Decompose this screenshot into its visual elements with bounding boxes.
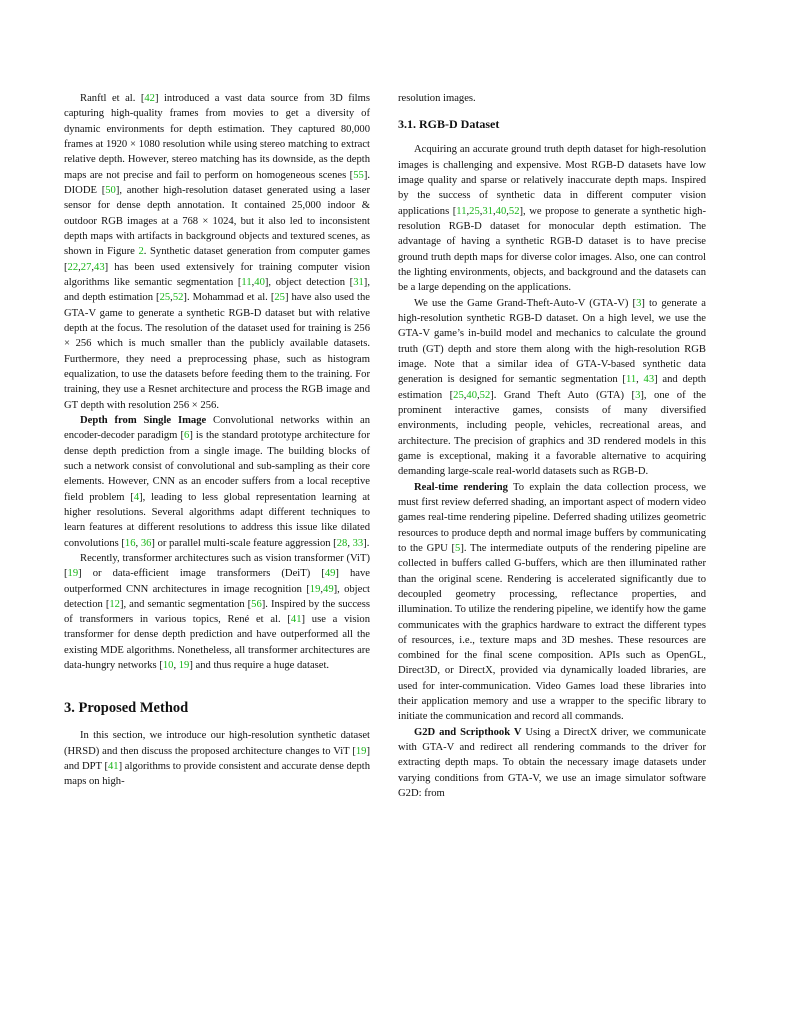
paragraph-depth-from-single-image: Depth from Single Image Convolutional networks within an encoder-decoder paradigm [6] is the standard prototype architecture for dense depth prediction from a single image. The building blocks of such a network consist of convolutional and sub-sampling as their core elements. However, CNN as an encoder suffers from a local receptive field problem [4], leading to less global representation learning at higher resolutions. Several algorithms adapt different techniques to learn features at different resolutions to address this issue like dilated convolutions [16, 36] or parallel multi-scale feature aggression [28, 33]. [64,414,371,549]
citation-link[interactable]: 3 [636,297,642,309]
citation-link[interactable]: 16 [124,537,136,549]
citation-link[interactable]: 41 [108,761,119,773]
left-column [64,91,370,790]
citation-link[interactable]: 11 [456,205,467,217]
citation-link[interactable]: 2 [138,246,144,258]
section-title-proposed-method: 3. Proposed Method [64,700,189,717]
citation-link[interactable]: 49 [324,568,336,580]
citation-link[interactable]: 6 [184,430,190,442]
citation-link[interactable]: 31 [353,276,364,288]
citation-link[interactable]: 52 [479,389,491,401]
citation-link[interactable]: 56 [251,598,262,610]
citation-link[interactable]: 3 [635,389,641,401]
citation-link[interactable]: 43 [94,261,105,273]
citation-link[interactable]: 43 [643,374,655,386]
paragraph-run-in-heading: G2D and Scripthook V [414,726,522,738]
citation-link[interactable]: 40 [254,276,265,288]
citation-link[interactable]: 40 [466,389,477,401]
citation-link[interactable]: 25 [274,292,285,304]
paragraph-transformers: Recently, transformer architectures such as vision transformer (ViT) [19] or data-efficient image transformers (DeiT) [49] have outperformed CNN architectures in image recognition [19,49], object detection [12], and semantic segmentation [56]. Inspired by the success of transformers in various topics, René et al. [41] use a vision transformer for dense depth prediction and have outperformed all the existing MDE algorithms. Nonetheless, all transformer architectures are data-hungry networks [10, 19] and thus require a huge dataset. [64,552,370,672]
paragraph-related-datasets: Ranftl et al. [42] introduced a vast data source from 3D films capturing high-quality frames from movies to get a diversity of dynamic environments for depth estimation. They captured 80,000 frames at 1920 × 1080 resolution while using stereo matching to extract relative depth. However, stereo matching has its downside, as the depth maps are not precise and fail to perform on homogeneous scenes [55]. DIODE [50], another high-resolution dataset generated using a laser sensor for dense depth annotation. It contained 25,000 indoor & outdoor RGB images at a 768 × 1024, but it also led to inconsistent depth maps with artifacts in background objects and textured scenes, as shown in Figure 2. Synthetic dataset generation from computer games [22,27,43] has been used extensively for training computer vision algorithms like semantic segmentation [11,40], object detection [31], and depth estimation [25,52]. Mohammad et al. [25] have also used the GTA-V game to generate a synthetic RGB-D dataset but with relative depth at the focus. The resolution of the dataset used for training is 256 × 256 which is much smaller than the publicly available datasets. Furthermore, they need a preprocessing phase, such as histogram equalization, to use the datasets before feeding them to the training. For training, they use a Resnet architecture and process the RGB image and GT depth with resolution 256 × 256. [64,93,370,411]
citation-link[interactable]: 25 [453,389,464,401]
paragraph-continuation: resolution images. [398,93,476,104]
citation-link[interactable]: 22 [67,261,79,273]
paragraph-run-in-heading: Depth from Single Image [80,414,207,426]
citation-link[interactable]: 40 [495,205,507,217]
citation-link[interactable]: 55 [353,169,364,181]
citation-link[interactable]: 19 [67,568,79,580]
citation-link[interactable]: 36 [140,537,152,549]
citation-link[interactable]: 31 [482,205,493,217]
citation-link[interactable]: 11 [241,276,252,288]
citation-link[interactable]: 4 [133,491,140,503]
citation-link[interactable]: 25 [469,205,480,217]
subsection-title-rgbd-dataset: 3.1. RGB-D Dataset [398,117,500,132]
citation-link[interactable]: 52 [172,292,184,304]
paragraph-gta-v: We use the Game Grand-Theft-Auto-V (GTA-V) [3] to generate a high-resolution synthetic RGB-D dataset. On a high level, we use the GTA-V game’s in-build model and mechanics to calculate the ground truth (GT) depth and store them along with the high-resolution RGB image. Note that a similar idea of GTA-V-based synthetic data generation is designed for semantic segmentation [11, 43] and depth estimation [25,40,52]. Grand Theft Auto (GTA) [3], one of the prominent interactive games, consists of many diversified environments, including people, vehicles, recreational areas, and architecture. The precision of graphics and 3D rendered models in this game is exceptional, making it a favorable alternative to acquiring demanding large-scale real-world datasets such as RGB-D. [398,297,707,478]
paragraph-g2d-scripthook: G2D and Scripthook V Using a DirectX driver, we communicate with GTA-V and redirect all rendering commands to the driver for extracting depth maps. To obtain the necessary image datasets under varying conditions from GTA-V, we use an image simulator software G2D: from [398,726,706,800]
citation-link[interactable]: 19 [178,660,190,672]
citation-link[interactable]: 27 [80,261,92,273]
paragraph-section-intro: In this section, we introduce our high-resolution synthetic dataset (HRSD) and then discuss the proposed architecture changes to ViT [19] and DPT [41] algorithms to provide consistent and accurate dense depth maps on high- [64,730,370,788]
citation-link[interactable]: 50 [105,184,116,196]
right-column [398,91,706,801]
citation-link[interactable]: 49 [323,583,334,595]
citation-link[interactable]: 25 [159,292,171,304]
citation-link[interactable]: 5 [455,542,461,554]
citation-link[interactable]: 10 [162,660,174,672]
citation-link[interactable]: 19 [309,583,321,595]
paragraph-run-in-heading: Real-time rendering [414,481,508,493]
paragraph-rgbd-motivation: Acquiring an accurate ground truth depth dataset for high-resolution images is challenging and expensive. Most RGB-D datasets have low image quality and sparse or relatively inaccurate depth maps. Inspired by the success of synthetic data in different computer vision applications [11,25,31,40,52], we propose to generate a synthetic high-resolution RGB-D dataset for monocular depth estimation. The advantage of having a synthetic RGB-D dataset is to have precise ground truth depth maps for diverse color images. Also, one can control the lighting environments, objects, and background and the datasets can be a large depending on the applications. [398,144,706,294]
citation-link[interactable]: 42 [144,93,155,104]
citation-link[interactable]: 11 [625,374,637,386]
citation-link[interactable]: 12 [109,598,120,610]
citation-link[interactable]: 33 [352,537,364,549]
paragraph-real-time-rendering: Real-time rendering To explain the data collection process, we must first review deferred shading, an important aspect of modern video games real-time rendering pipeline. Deferred shading utilizes geometric resources to produce depth and normal image buffers by communicating to the GPU [5]. The intermediate outputs of the rendering pipeline are collected in buffers called G-buffers, which are then illuminated rather than the original scene. Rendering is accelerated significantly due to decoupled geometry processing, reflectance properties, and illumination. To utilize the rendering pipeline, we identify how the game communicates with the graphics hardware to extract the different types of resources, i.e., texture maps and 3D meshes. These resources are combined for the final scene composition. APIs such as OpenGL, Direct3D, or DirectX, provided via dynamically loaded libraries, are used for inter-communication. Video Games load these libraries into their application memory and use a wrapper to the specific library to initiate the communication and record all commands. [398,481,706,723]
citation-link[interactable]: 52 [508,205,520,217]
citation-link[interactable]: 19 [355,745,367,757]
citation-link[interactable]: 28 [336,537,348,549]
citation-link[interactable]: 41 [290,614,302,626]
